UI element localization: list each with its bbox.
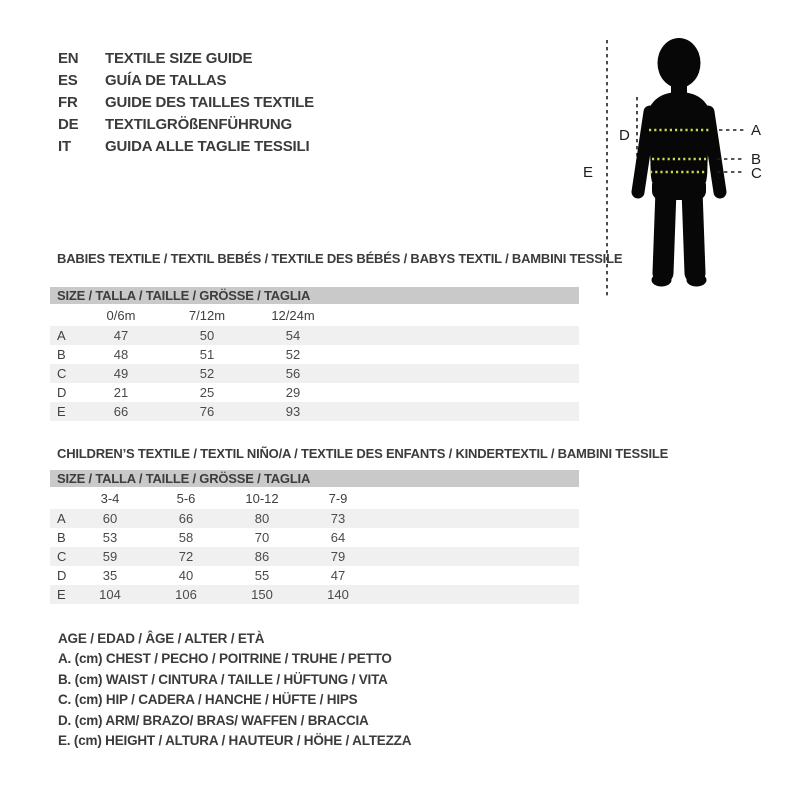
table-row (50, 547, 579, 566)
size-value: 60 (102, 511, 118, 526)
measure-label-e: E (583, 164, 594, 181)
size-value: 56 (285, 366, 301, 381)
empty-cell (336, 326, 579, 345)
empty-cell (336, 402, 579, 421)
row-label: B (57, 530, 66, 545)
table-row (50, 585, 579, 604)
language-row-fr (58, 92, 314, 114)
language-code: ES (58, 72, 78, 89)
empty-cell (336, 383, 579, 402)
table-row (50, 364, 579, 383)
silhouette-right-leg (692, 190, 695, 273)
language-label: TEXTILE SIZE GUIDE (105, 50, 253, 67)
column-header: 10-12 (245, 490, 279, 506)
size-value: 93 (285, 404, 301, 419)
empty-cell (50, 304, 78, 326)
size-value: 59 (102, 549, 118, 564)
language-code: DE (58, 116, 79, 133)
size-value: 79 (330, 549, 346, 564)
empty-cell (336, 345, 579, 364)
measure-label-a: A (751, 122, 762, 139)
size-value: 40 (178, 568, 194, 583)
legend-line-hip: C. (cm) HIP / CADERA / HANCHE / HÜFTE / HIPS (58, 692, 358, 708)
size-value: 54 (285, 328, 301, 343)
empty-cell (336, 304, 579, 326)
column-header: 0/6m (106, 307, 136, 323)
size-value: 140 (327, 587, 349, 602)
size-value: 48 (113, 347, 129, 362)
silhouette-torso (646, 92, 711, 182)
size-value: 51 (199, 347, 215, 362)
empty-cell (376, 487, 579, 509)
legend-line-age: AGE / EDAD / ÂGE / ALTER / ETÀ (58, 631, 265, 646)
size-value: 58 (178, 530, 194, 545)
size-value: 29 (285, 385, 301, 400)
row-label: B (57, 347, 66, 362)
legend-line-waist: B. (cm) WAIST / CINTURA / TAILLE / HÜFTUNG / VITA (58, 671, 388, 687)
language-code: IT (58, 138, 71, 155)
column-header: 7-9 (328, 490, 348, 506)
children-column-header-row (50, 487, 579, 509)
size-value: 52 (199, 366, 215, 381)
size-value: 86 (254, 549, 270, 564)
row-label: C (57, 366, 67, 381)
language-code: FR (58, 94, 78, 111)
legend-line-arm: D. (cm) ARM/ BRAZO/ BRAS/ WAFFEN / BRACCIA (58, 712, 369, 728)
row-label: E (57, 587, 66, 602)
row-label: A (57, 511, 66, 526)
measure-label-b: B (751, 151, 762, 168)
table-row (50, 326, 579, 345)
size-value: 150 (251, 587, 273, 602)
size-value: 72 (178, 549, 194, 564)
child-silhouette (638, 38, 720, 287)
table-row (50, 509, 579, 528)
legend-line-chest: A. (cm) CHEST / PECHO / POITRINE / TRUHE / PETTO (58, 651, 392, 667)
size-value: 52 (285, 347, 301, 362)
size-value: 53 (102, 530, 118, 545)
empty-cell (336, 364, 579, 383)
size-value: 35 (102, 568, 118, 583)
language-row-it (58, 136, 314, 158)
empty-cell (376, 566, 579, 585)
row-label: C (57, 549, 67, 564)
table-row (50, 402, 579, 421)
row-label: D (57, 568, 67, 583)
size-value: 80 (254, 511, 270, 526)
language-label: TEXTILGRÖßENFÜHRUNG (105, 116, 293, 133)
column-header: 5-6 (176, 490, 196, 506)
measure-label-c: C (751, 165, 762, 182)
size-value: 106 (175, 587, 197, 602)
size-value: 104 (99, 587, 121, 602)
language-label: GUIDA ALLE TAGLIE TESSILI (105, 138, 310, 155)
silhouette-right-foot (687, 274, 707, 287)
children-size-header-bar: SIZE / TALLA / TAILLE / GRÖSSE / TAGLIA (50, 470, 579, 487)
children-size-table (50, 470, 579, 604)
size-value: 64 (330, 530, 346, 545)
babies-size-header-bar: SIZE / TALLA / TAILLE / GRÖSSE / TAGLIA (50, 287, 579, 304)
empty-cell (376, 509, 579, 528)
size-value: 70 (254, 530, 270, 545)
empty-cell (376, 547, 579, 566)
size-value: 50 (199, 328, 215, 343)
language-row-en (58, 48, 314, 70)
table-row (50, 566, 579, 585)
column-header: 3-4 (100, 490, 120, 506)
size-value: 25 (199, 385, 215, 400)
babies-size-table (50, 287, 579, 421)
silhouette-left-foot (652, 274, 672, 287)
size-value: 55 (254, 568, 270, 583)
empty-cell (376, 585, 579, 604)
size-value: 21 (113, 385, 129, 400)
size-value: 66 (178, 511, 194, 526)
size-value: 47 (113, 328, 129, 343)
size-value: 76 (199, 404, 215, 419)
empty-cell (50, 487, 72, 509)
row-label: A (57, 328, 66, 343)
table-row (50, 383, 579, 402)
silhouette-right-arm (708, 112, 720, 192)
table-row (50, 528, 579, 547)
silhouette-left-arm (638, 112, 650, 192)
size-value: 49 (113, 366, 129, 381)
size-value: 47 (330, 568, 346, 583)
measure-label-d: D (619, 127, 630, 144)
size-value: 66 (113, 404, 129, 419)
language-row-de (58, 114, 314, 136)
row-label: E (57, 404, 66, 419)
language-list (58, 48, 314, 158)
column-header: 12/24m (271, 307, 315, 323)
babies-table-title: BABIES TEXTILE / TEXTIL BEBÉS / TEXTILE DES BÉBÉS / BABYS TEXTIL / BAMBINI TESSILE (57, 251, 623, 266)
column-header: 7/12m (188, 307, 226, 323)
empty-cell (376, 528, 579, 547)
language-label: GUÍA DE TALLAS (105, 72, 227, 89)
silhouette-left-leg (663, 190, 666, 273)
table-row (50, 345, 579, 364)
children-table-title: CHILDREN’S TEXTILE / TEXTIL NIÑO/A / TEXTILE DES ENFANTS / KINDERTEXTIL / BAMBINI TESSILE (57, 446, 669, 461)
language-row-es (58, 70, 314, 92)
legend-line-height: E. (cm) HEIGHT / ALTURA / HAUTEUR / HÖHE / ALTEZZA (58, 733, 412, 749)
size-value: 73 (330, 511, 346, 526)
language-code: EN (58, 50, 79, 67)
babies-column-header-row (50, 304, 579, 326)
row-label: D (57, 385, 67, 400)
language-label: GUIDE DES TAILLES TEXTILE (105, 94, 314, 111)
measurement-legend (58, 629, 411, 751)
